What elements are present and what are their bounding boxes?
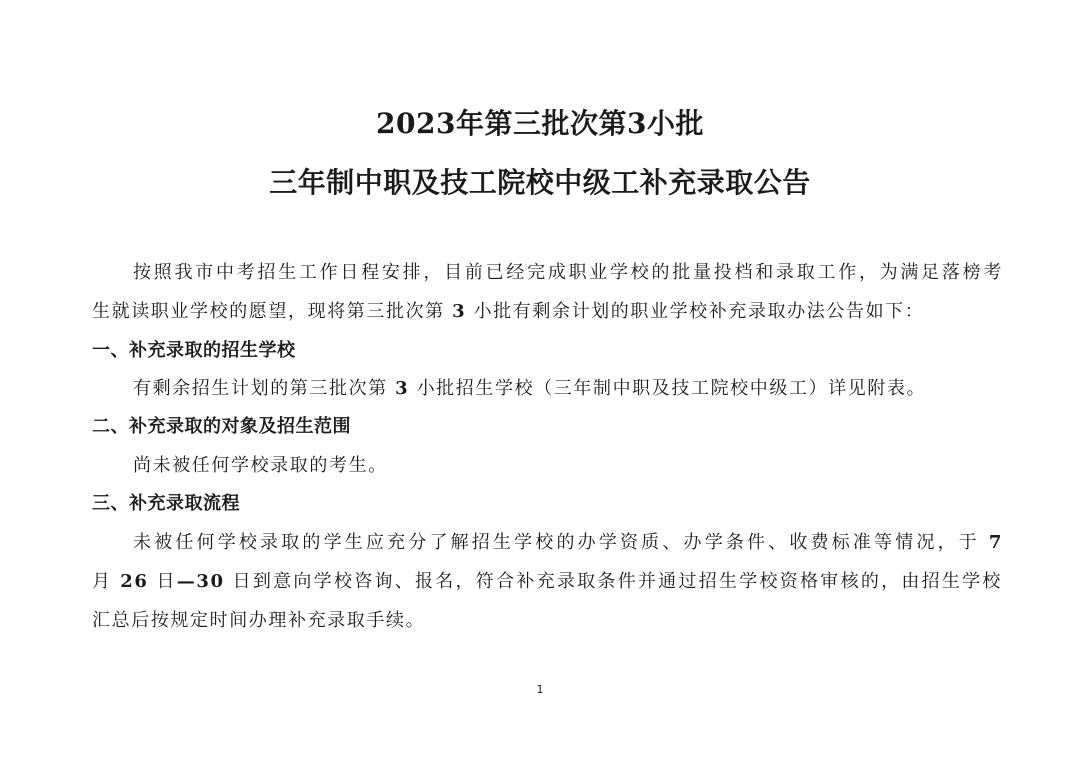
- intro-line-1: 按照我市中考招生工作日程安排，目前已经完成职业学校的批量投档和录取工作，为满足落榜考: [133, 262, 1003, 283]
- intro-line-2-number: 3: [452, 301, 467, 322]
- section-3-line-1: [133, 530, 1003, 556]
- section-3-heading: 三、补充录取流程: [92, 493, 240, 514]
- section-3-line-1-text: 未被任何学校录取的学生应充分了解招生学校的办学资质、办学条件、收费标准等情况，于: [133, 532, 989, 553]
- section-1-number: 3: [395, 378, 410, 399]
- section-1-heading: 一、补充录取的招生学校: [92, 340, 296, 361]
- section-3-line-2-text-b: 日: [148, 571, 177, 592]
- section-3-line-2-text-c: 日到意向学校咨询、报名，符合补充录取条件并通过招生学校资格审核的，由招生学校: [224, 571, 1003, 592]
- section-1-text-b: 小批招生学校（三年制中职及技工院校中级工）详见附表。: [409, 378, 927, 399]
- section-1-body: [133, 376, 1003, 402]
- page-number: 1: [536, 683, 544, 696]
- intro-line-2: [92, 299, 1002, 325]
- section-3-line-3: 汇总后按规定时间办理补充录取手续。: [92, 610, 426, 631]
- section-2-body: 尚未被任何学校录取的考生。: [133, 455, 388, 476]
- document-title-line-1: 2023年第三批次第3小批: [376, 107, 704, 140]
- section-2-heading: 二、补充录取的对象及招生范围: [92, 416, 351, 437]
- intro-line-2-text-b: 小批有剩余计划的职业学校补充录取办法公告如下：: [466, 301, 925, 322]
- section-3-line-2-number-1: 26: [120, 571, 149, 592]
- section-3-line-2: [92, 569, 1002, 595]
- document-title-line-2: 三年制中职及技工院校中级工补充录取公告: [269, 166, 811, 199]
- section-3-line-2-number-2: —30: [176, 571, 225, 592]
- intro-line-2-text-a: 生就读职业学校的愿望，现将第三批次第: [92, 301, 453, 322]
- section-1-text-a: 有剩余招生计划的第三批次第: [133, 378, 396, 399]
- section-3-line-1-number: 7: [988, 532, 1003, 553]
- section-3-line-2-text-a: 月: [92, 571, 121, 592]
